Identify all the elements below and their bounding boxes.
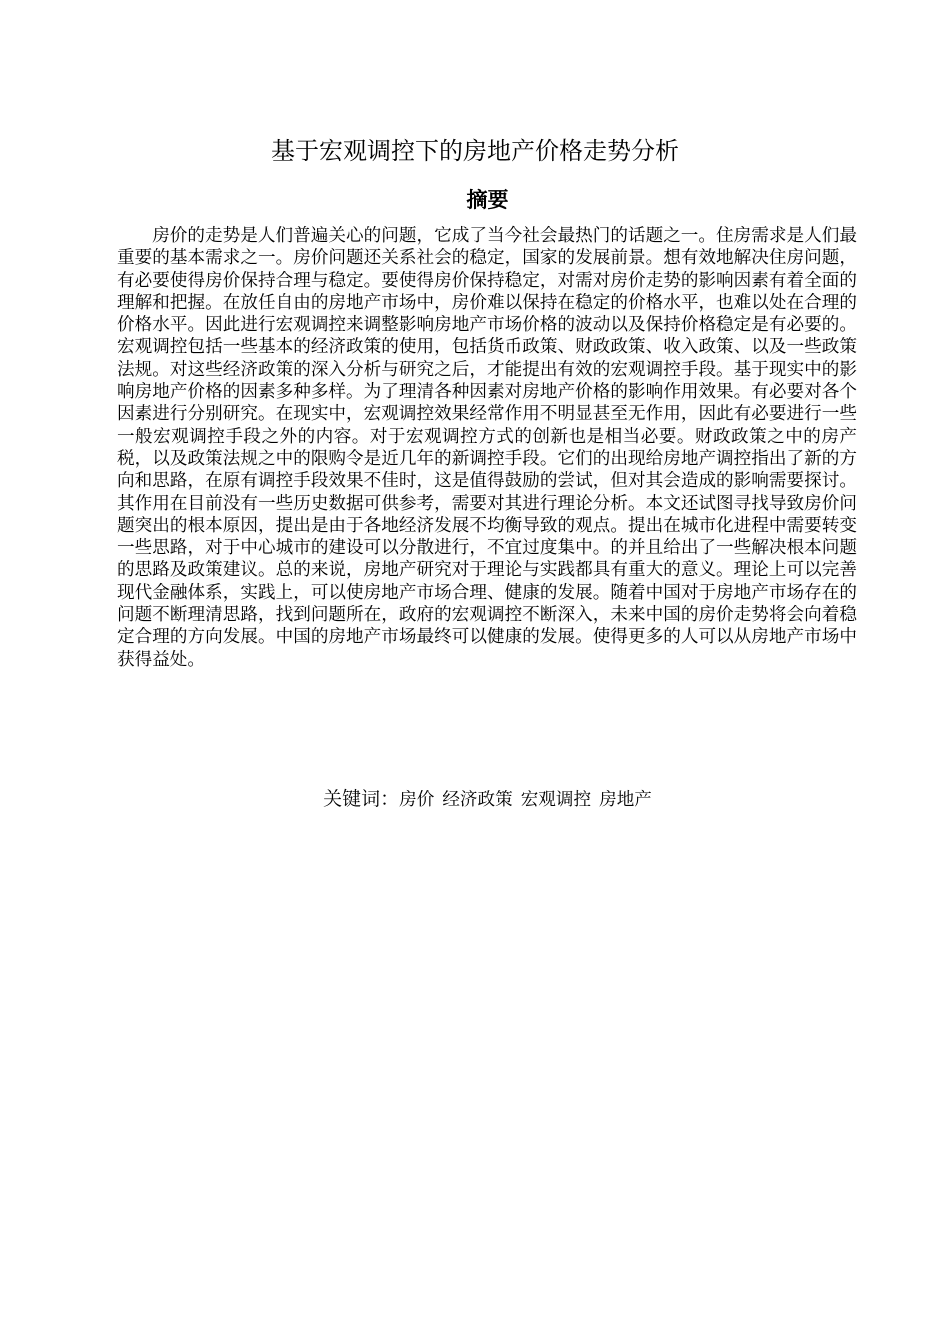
abstract-heading: 摘要: [466, 188, 509, 212]
keyword-item: 房价: [399, 790, 435, 810]
keyword-item: 宏观调控: [520, 790, 592, 810]
keywords-line: [0, 786, 950, 813]
paper-title: 基于宏观调控下的房地产价格走势分析: [271, 137, 679, 165]
keyword-item: 房地产: [599, 790, 652, 810]
keywords-label: 关键词：: [323, 788, 400, 810]
abstract-body: 房价的走势是人们普遍关心的问题，它成了当今社会最热门的话题之一。住房需求是人们最重要的基本需求之一。房价问题还关系社会的稳定，国家的发展前景。想有效地解决住房问题，有必要使得房价保持合理与稳定。要使得房价保持稳定，对需对房价走势的影响因素有着全面的理解和把握。在放任自由的房地产市场中，房价难以保持在稳定的价格水平，也难以处在合理的价格水平。因此进行宏观调控来调整影响房地产市场价格的波动以及保持价格稳定是有必要的。宏观调控包括一些基本的经济政策的使用，包括货币政策、财政政策、收入政策、以及一些政策法规。对这些经济政策的深入分析与研究之后，才能提出有效的宏观调控手段。基于现实中的影响房地产价格的因素多种多样。为了理清各种因素对房地产价格的影响作用效果。有必要对各个因素进行分别研究。在现实中，宏观调控效果经常作用不明显甚至无作用，因此有必要进行一些一般宏观调控手段之外的内容。对于宏观调控方式的创新也是相当必要。财政政策之中的房产税，以及政策法规之中的限购令是近几年的新调控手段。它们的出现给房地产调控指出了新的方向和思路，在原有调控手段效果不佳时，这是值得鼓励的尝试，但对其会造成的影响需要探讨。其作用在目前没有一些历史数据可供参考，需要对其进行理论分析。本文还试图寻找导致房价问题突出的根本原因，提出是由于各地经济发展不均衡导致的观点。提出在城市化进程中需要转变一些思路，对于中心城市的建设可以分散进行，不宜过度集中。的并且给出了一些解决根本问题的思路及政策建议。总的来说，房地产研究对于理论与实践都具有重大的意义。理论上可以完善现代金融体系，实践上，可以使房地产市场合理、健康的发展。随着中国对于房地产市场存在的问题不断理清思路，找到问题所在，政府的宏观调控不断深入，未来中国的房价走势将会向着稳定合理的方向发展。中国的房地产市场最终可以健康的发展。使得更多的人可以从房地产市场中获得益处。: [117, 226, 857, 670]
keyword-item: 经济政策: [442, 790, 513, 810]
